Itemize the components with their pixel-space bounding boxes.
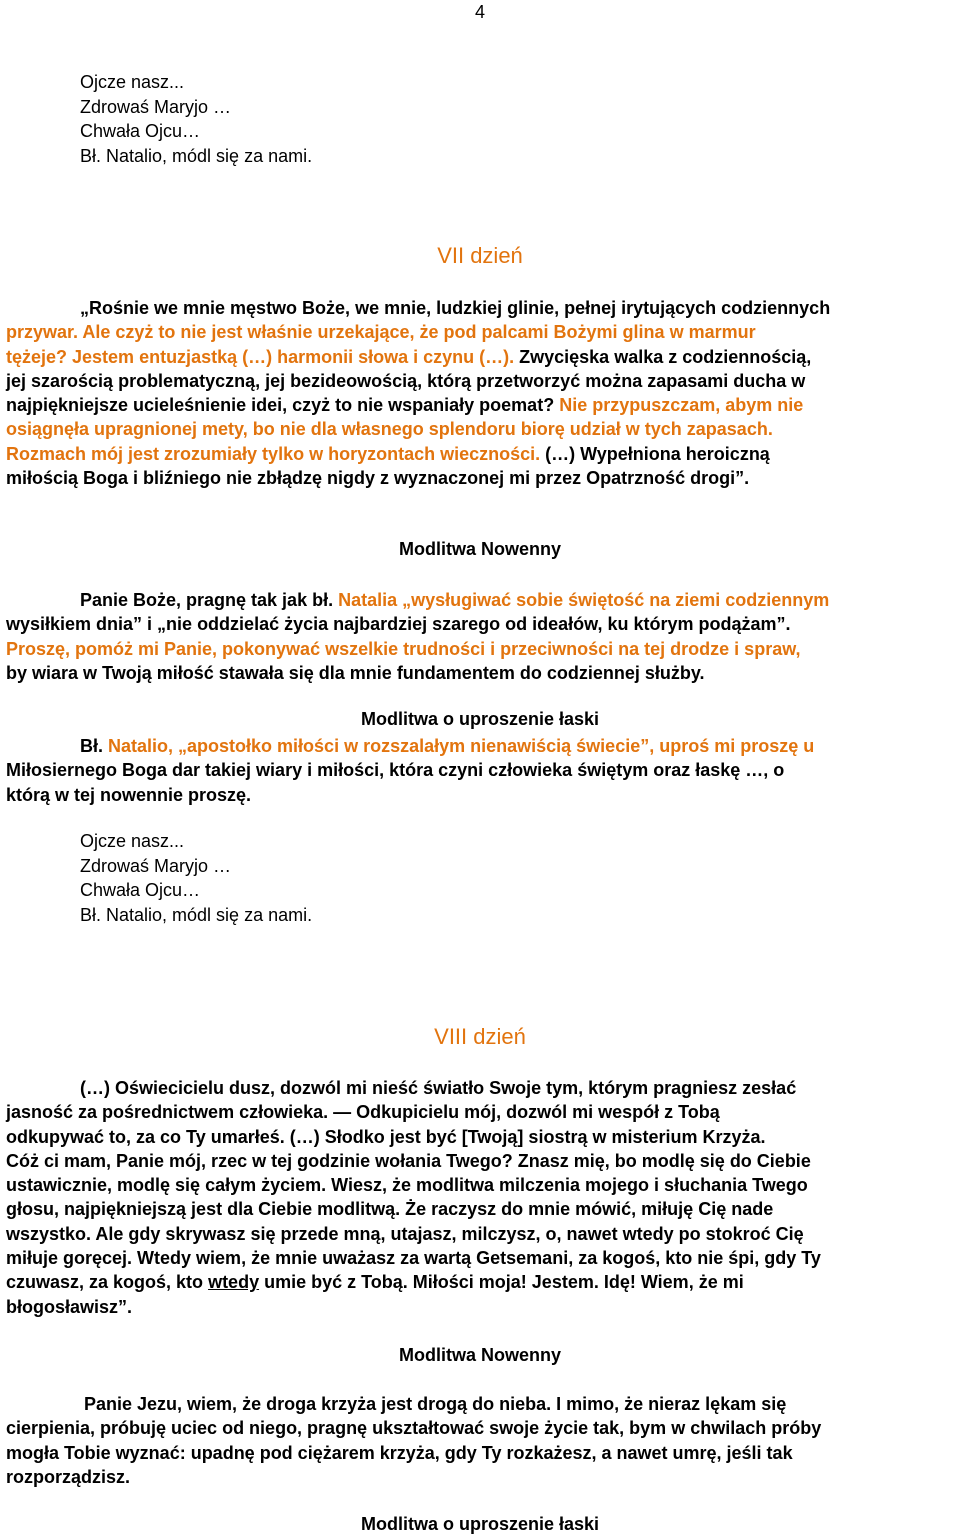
text-span: Rozmach mój jest zrozumiały tylko w horyzontach wieczności. <box>6 443 541 464</box>
day-8-meditation <box>6 1076 958 1319</box>
day-7-heading: VII dzień <box>437 243 523 268</box>
prayer-line: Zdrowaś Maryjo … <box>80 855 232 876</box>
text-line <box>6 393 958 417</box>
prayer-line: Chwała Ojcu… <box>80 121 201 141</box>
text-line: Miłosiernego Boga dar takiej wiary i miłości, która czyni człowieka świętym oraz łaskę …, o <box>6 760 785 781</box>
text-line: miłuje goręcej. Wtedy wiem, że mnie uważasz za wartą Getsemani, za kogoś, kto nie śpi, gdy Ty <box>6 1248 821 1269</box>
text-span: umie być z Tobą. Miłości moja! Jestem. Idę! Wiem, że mi <box>259 1272 744 1293</box>
text-line: ustawicznie, modlę się całym życiem. Wiesz, że modlitwa milczenia mojego i słuchania Twego <box>6 1175 808 1196</box>
text-span: Zwycięska walka z codziennością, <box>514 346 812 367</box>
text-line: mogła Tobie wyznać: upadnę pod ciężarem krzyża, gdy Ty rozkażesz, a nawet umrę, jeśli tak <box>6 1442 793 1463</box>
day-8-grace-heading: Modlitwa o uproszenie łaski <box>360 1514 600 1534</box>
text-span: Panie Boże, pragnę tak jak bł. <box>80 590 334 610</box>
text-line <box>6 442 958 466</box>
text-span: Natalio, „apostołko miłości w rozszalałym nienawiścią świecie”, uproś mi proszę u <box>103 736 815 756</box>
prayer-line: Zdrowaś Maryjo … <box>80 96 232 117</box>
text-line: jasność za pośrednictwem człowieka. — Odkupicielu mój, dozwól mi wespół z Tobą <box>6 1102 720 1123</box>
text-span: Bł. <box>80 736 104 756</box>
text-line: (…) Oświecicielu dusz, dozwól mi nieść światło Swoje tym, którym pragniesz zesłać <box>80 1078 797 1098</box>
day-8-novena-prayer <box>6 1392 958 1489</box>
day-7-novena-prayer <box>6 588 958 685</box>
day-8-heading: VIII dzień <box>434 1024 526 1049</box>
text-line: odkupywać to, za co Ty umarłeś. (…) Słodko jest być [Twoją] siostrą w misterium Krzyża. <box>6 1126 766 1147</box>
text-line <box>6 588 958 612</box>
text-span: tężeje? Jestem entuzjastką (…) harmonii słowa i czynu (…). <box>6 346 515 367</box>
text-span: Natalia „wysługiwać sobie świętość na ziemi codziennym <box>333 590 830 610</box>
text-span: (…) Wypełniona heroiczną <box>540 443 770 464</box>
text-line: Proszę, pomóż mi Panie, pokonywać wszelkie trudności i przeciwności na tej drodze i spraw, <box>6 638 801 659</box>
text-line: przywar. Ale czyż to nie jest właśnie urzekające, że pod palcami Bożymi glina w marmur <box>6 322 756 343</box>
prayer-line: Ojcze nasz... <box>80 831 185 851</box>
text-line <box>6 734 958 758</box>
page-number: 4 <box>475 2 486 22</box>
text-line: wszystko. Ale gdy skrywasz się przede mną, utajasz, milczysz, o, nawet wtedy po stokroć Cię <box>6 1223 804 1244</box>
text-line: którą w tej nowennie proszę. <box>6 784 252 805</box>
text-line <box>6 345 958 369</box>
text-line: miłością Boga i bliźniego nie zbłądzę nigdy z wyznaczonej mi przez Opatrzność drogi”. <box>6 468 750 489</box>
text-line: cierpienia, próbuję uciec od niego, pragnę ukształtować swoje życie tak, bym w chwilach próby <box>6 1418 822 1439</box>
day-8-novena-heading: Modlitwa Nowenny <box>399 1345 561 1365</box>
text-span: czuwasz, za kogoś, kto <box>6 1272 209 1293</box>
text-line <box>6 1270 958 1294</box>
text-line: wysiłkiem dnia” i „nie oddzielać życia najbardziej szarego od ideałów, ku którym podążam”. <box>6 614 791 635</box>
underlined-word: wtedy <box>208 1272 260 1293</box>
prayer-line: Bł. Natalio, módl się za nami. <box>80 904 313 925</box>
text-line: rozporządzisz. <box>6 1466 131 1487</box>
text-line: Cóż ci mam, Panie mój, rzec w tej godzinie wołania Twego? Znasz mię, bo modlę się do Ciebie <box>6 1150 811 1171</box>
day-7-grace-prayer <box>6 734 958 807</box>
day-7-novena-heading: Modlitwa Nowenny <box>399 539 561 559</box>
text-line: jej szarością problematyczną, jej bezideowością, którą przetworzyć można zapasami ducha w <box>6 370 806 391</box>
text-line: „Rośnie we mnie męstwo Boże, we mnie, ludzkiej glinie, pełnej irytujących codziennych <box>80 298 831 318</box>
prayer-line: Chwała Ojcu… <box>80 880 201 900</box>
text-line: osiągnęła upragnionej mety, bo nie dla własnego splendoru biorę udział w tych zapasach. <box>6 419 773 440</box>
day-7-grace-heading: Modlitwa o uproszenie łaski <box>360 709 600 729</box>
text-line: by wiara w Twoją miłość stawała się dla mnie fundamentem do codziennej służby. <box>6 662 705 683</box>
text-line: błogosławisz”. <box>6 1296 133 1317</box>
prayer-line: Ojcze nasz... <box>80 72 185 92</box>
day-7-meditation <box>6 296 958 490</box>
prayer-line: Bł. Natalio, módl się za nami. <box>80 145 313 166</box>
text-line: głosu, najpiękniejszą jest dla Ciebie modlitwą. Że raczysz do mnie mówić, miłuję Cię nade <box>6 1199 774 1220</box>
text-line: Panie Jezu, wiem, że droga krzyża jest drogą do nieba. I mimo, że nieraz lękam się <box>84 1394 787 1414</box>
text-span: najpiękniejsze ucieleśnienie idei, czyż to nie wspaniały poemat? <box>6 395 555 416</box>
closing-prayers-2 <box>80 829 312 927</box>
text-span: Nie przypuszczam, abym nie <box>554 395 804 416</box>
closing-prayers-1 <box>80 70 312 168</box>
